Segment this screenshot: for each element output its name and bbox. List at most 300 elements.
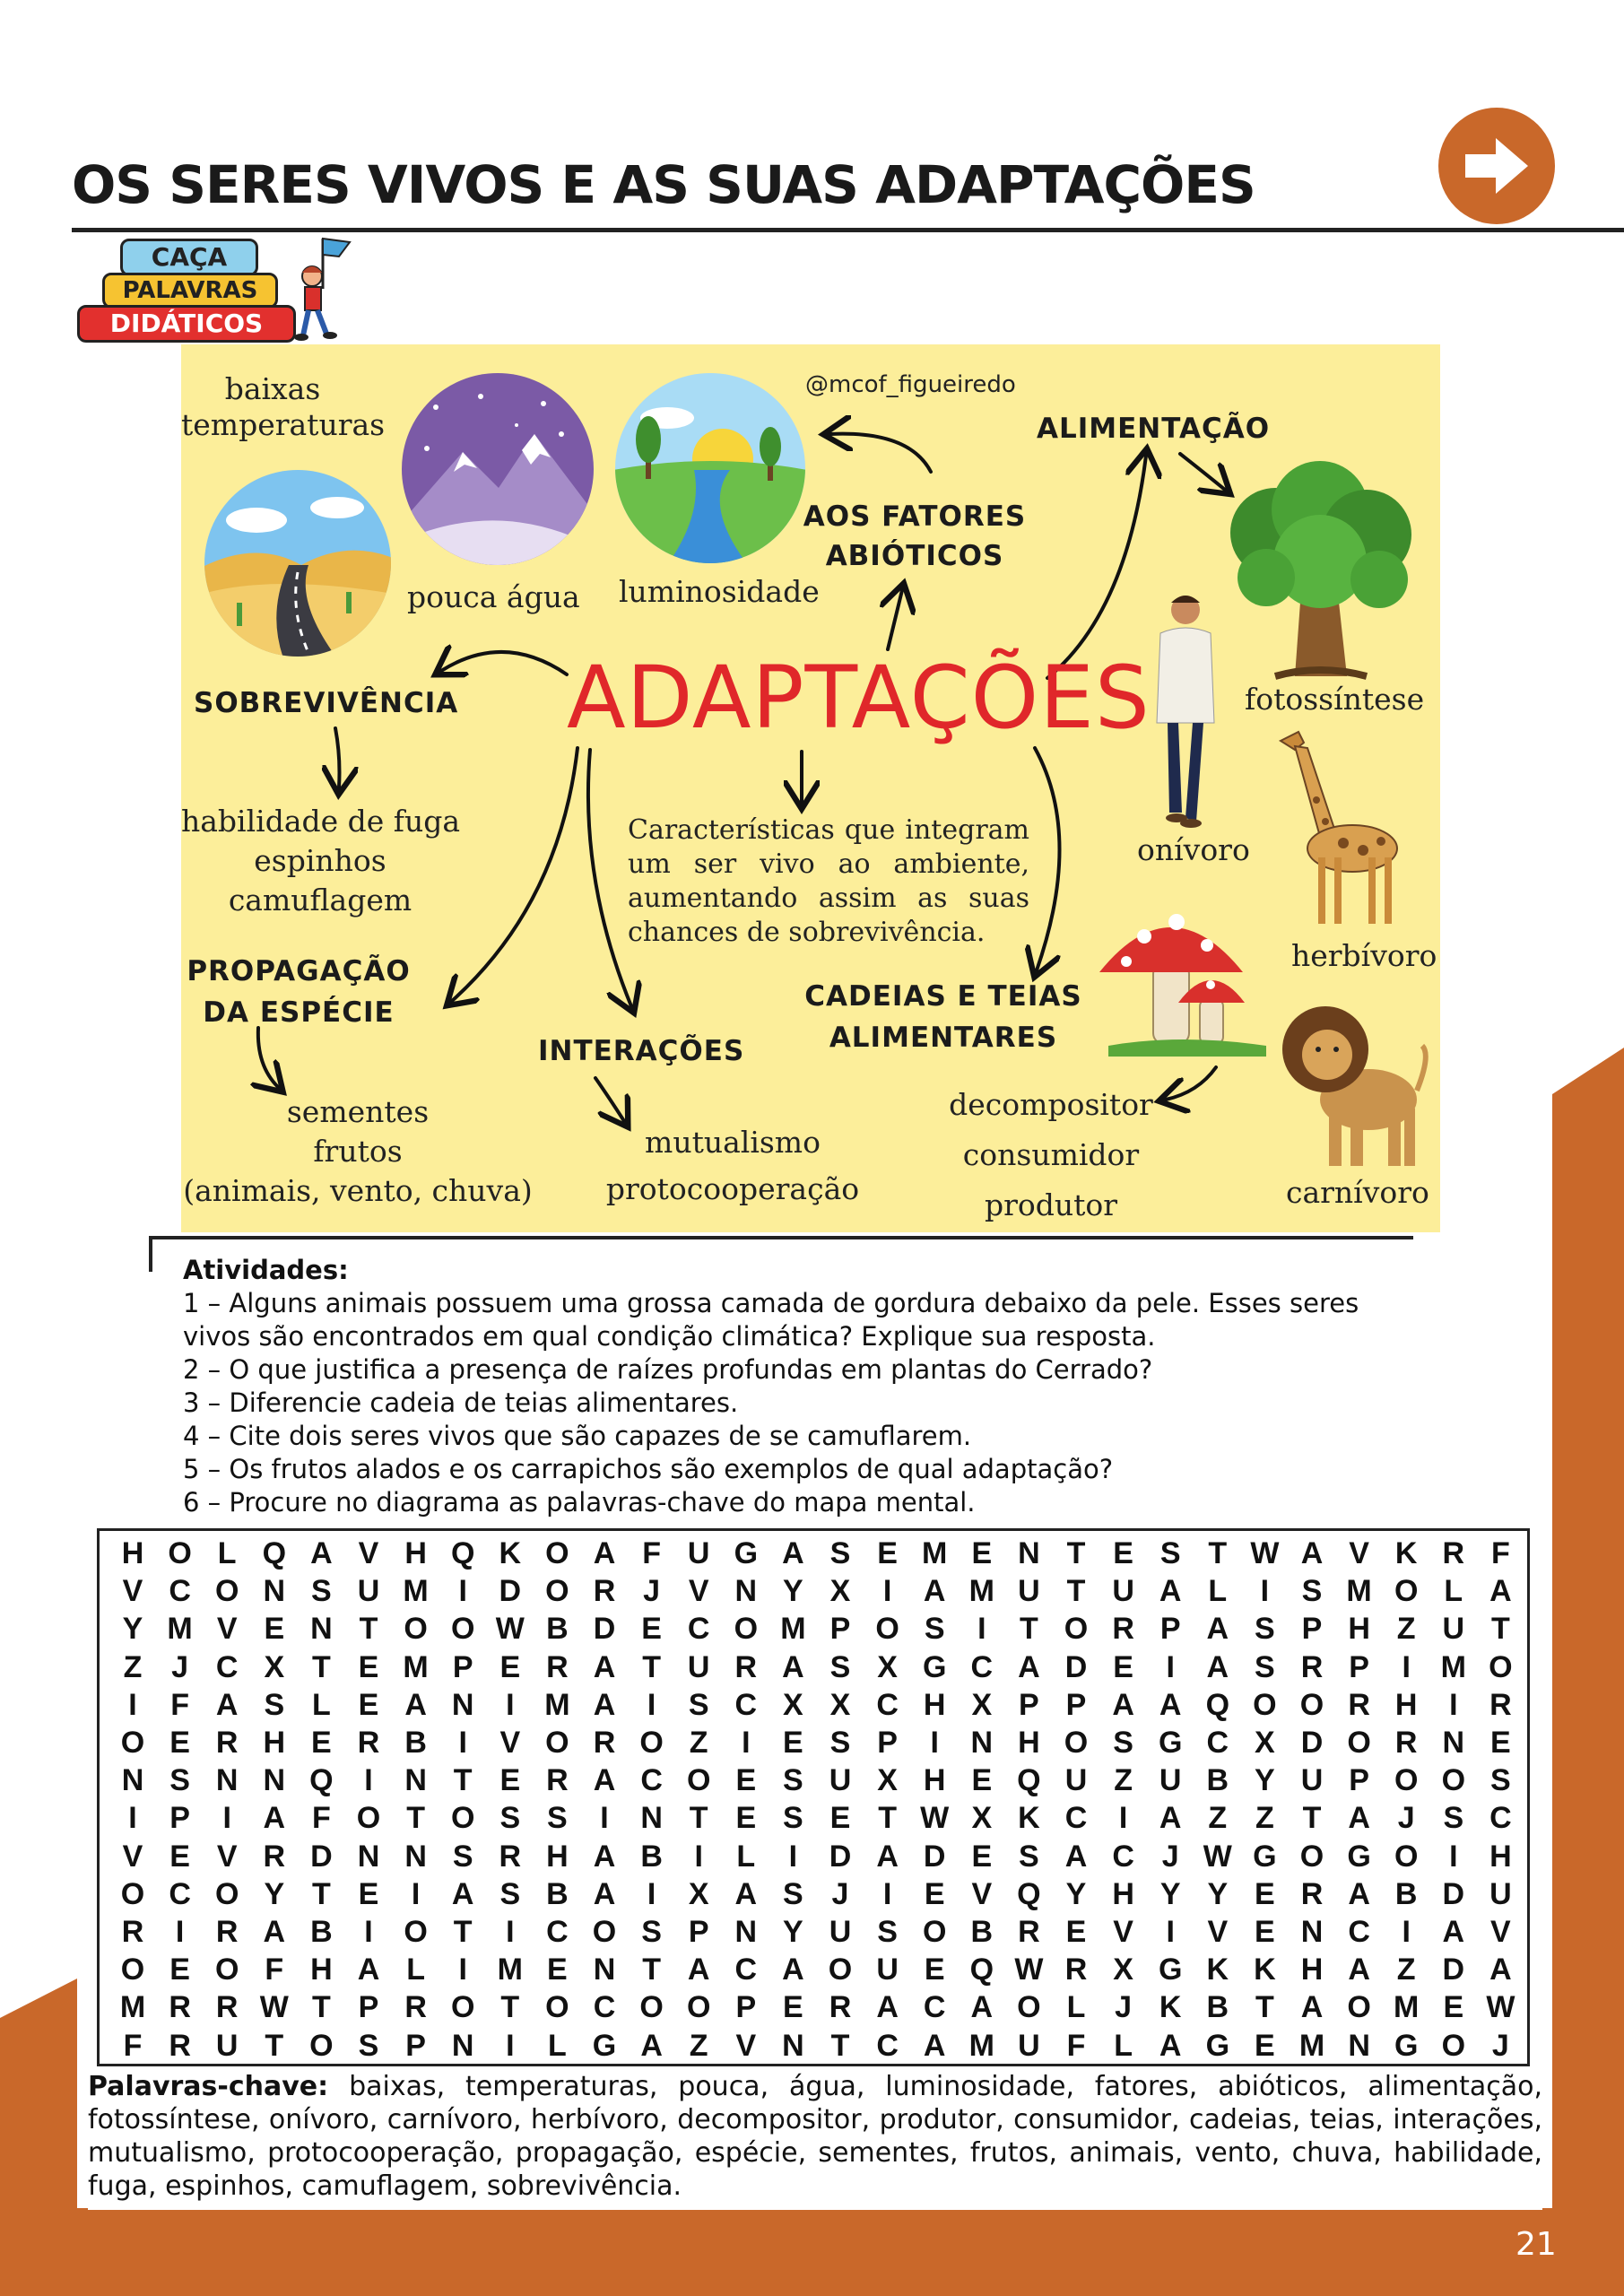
grid-cell[interactable]: O xyxy=(309,2028,334,2063)
grid-cell[interactable]: W xyxy=(1250,1536,1280,1570)
grid-cell[interactable]: I xyxy=(882,1876,892,1911)
grid-cell[interactable]: M xyxy=(1298,2028,1325,2063)
grid-cell[interactable]: T xyxy=(1255,1990,1274,2025)
grid-cell[interactable]: N xyxy=(734,1915,758,1949)
grid-cell[interactable]: O xyxy=(1064,1726,1089,1760)
grid-cell[interactable]: O xyxy=(1489,1649,1513,1684)
grid-cell[interactable]: O xyxy=(1441,1763,1466,1798)
grid-cell[interactable]: U xyxy=(357,1574,380,1609)
grid-cell[interactable]: R xyxy=(1300,1876,1324,1911)
grid-cell[interactable]: Y xyxy=(1207,1876,1229,1911)
grid-cell[interactable]: V xyxy=(216,1839,238,1874)
grid-cell[interactable]: B xyxy=(404,1726,427,1760)
grid-cell[interactable]: O xyxy=(734,1612,759,1647)
grid-cell[interactable]: O xyxy=(120,1952,145,1987)
grid-cell[interactable]: T xyxy=(878,1801,897,1836)
grid-cell[interactable]: O xyxy=(404,1612,428,1647)
grid-cell[interactable]: X xyxy=(1113,1952,1133,1987)
grid-cell[interactable]: H xyxy=(121,1536,144,1570)
grid-cell[interactable]: T xyxy=(312,1876,331,1911)
grid-cell[interactable]: I xyxy=(1118,1801,1128,1836)
grid-cell[interactable]: J xyxy=(1397,1801,1415,1836)
grid-cell[interactable]: I xyxy=(694,1839,703,1874)
grid-cell[interactable]: E xyxy=(924,1876,945,1911)
grid-cell[interactable]: C xyxy=(215,1649,239,1684)
grid-cell[interactable]: Z xyxy=(689,2028,708,2063)
grid-cell[interactable]: X xyxy=(829,1687,851,1722)
grid-cell[interactable]: O xyxy=(639,1990,664,2025)
grid-cell[interactable]: O xyxy=(545,1536,569,1570)
grid-cell[interactable]: U xyxy=(1442,1612,1465,1647)
grid-cell[interactable]: A xyxy=(1300,1990,1324,2025)
grid-cell[interactable]: O xyxy=(120,1726,145,1760)
grid-cell[interactable]: O xyxy=(450,1801,475,1836)
grid-cell[interactable]: A xyxy=(734,1876,758,1911)
grid-cell[interactable]: F xyxy=(1066,2028,1086,2063)
grid-cell[interactable]: C xyxy=(1348,1915,1370,1949)
grid-cell[interactable]: W xyxy=(920,1801,950,1836)
grid-cell[interactable]: K xyxy=(1206,1952,1229,1987)
grid-cell[interactable]: I xyxy=(647,1876,656,1911)
grid-cell[interactable]: S xyxy=(877,1915,898,1949)
grid-cell[interactable]: C xyxy=(734,1687,758,1722)
grid-cell[interactable]: H xyxy=(1394,1687,1418,1722)
grid-cell[interactable]: I xyxy=(458,1574,467,1609)
grid-cell[interactable]: S xyxy=(688,1687,709,1722)
grid-cell[interactable]: G xyxy=(1347,1839,1371,1874)
grid-cell[interactable]: T xyxy=(265,2028,284,2063)
grid-cell[interactable]: R xyxy=(593,1726,616,1760)
grid-cell[interactable]: H xyxy=(310,1952,333,1987)
grid-cell[interactable]: C xyxy=(923,1990,946,2025)
grid-cell[interactable]: H xyxy=(404,1536,427,1570)
grid-cell[interactable]: S xyxy=(1113,1726,1133,1760)
grid-cell[interactable]: A xyxy=(404,1687,427,1722)
grid-cell[interactable]: A xyxy=(782,1649,804,1684)
grid-cell[interactable]: T xyxy=(1020,1612,1038,1647)
grid-cell[interactable]: N xyxy=(215,1763,239,1798)
grid-cell[interactable]: E xyxy=(1113,1536,1133,1570)
grid-cell[interactable]: L xyxy=(548,2028,567,2063)
grid-cell[interactable]: A xyxy=(640,2028,663,2063)
grid-cell[interactable]: I xyxy=(1260,1574,1270,1609)
grid-cell[interactable]: S xyxy=(1301,1574,1323,1609)
grid-cell[interactable]: G xyxy=(1158,1726,1183,1760)
grid-cell[interactable]: U xyxy=(1489,1876,1512,1911)
grid-cell[interactable]: B xyxy=(546,1876,569,1911)
grid-cell[interactable]: P xyxy=(829,1612,851,1647)
grid-cell[interactable]: C xyxy=(1064,1801,1088,1836)
grid-cell[interactable]: N xyxy=(404,1839,427,1874)
grid-cell[interactable]: R xyxy=(546,1763,569,1798)
grid-cell[interactable]: G xyxy=(1205,2028,1230,2063)
grid-cell[interactable]: D xyxy=(1442,1876,1465,1911)
grid-cell[interactable]: A xyxy=(593,1649,616,1684)
grid-cell[interactable]: G xyxy=(592,2028,617,2063)
grid-cell[interactable]: H xyxy=(1348,1612,1370,1647)
grid-cell[interactable]: N xyxy=(451,2028,474,2063)
grid-cell[interactable]: O xyxy=(1394,1839,1419,1874)
grid-cell[interactable]: O xyxy=(875,1612,899,1647)
grid-cell[interactable]: E xyxy=(358,1876,379,1911)
grid-cell[interactable]: A xyxy=(1159,1801,1182,1836)
grid-cell[interactable]: M xyxy=(968,2028,994,2063)
grid-cell[interactable]: M xyxy=(1346,1574,1372,1609)
grid-cell[interactable]: O xyxy=(1394,1763,1419,1798)
grid-cell[interactable]: I xyxy=(458,1726,467,1760)
grid-cell[interactable]: L xyxy=(312,1687,331,1722)
grid-cell[interactable]: M xyxy=(1440,1649,1466,1684)
grid-cell[interactable]: W xyxy=(1014,1952,1044,1987)
grid-cell[interactable]: D xyxy=(1064,1649,1088,1684)
grid-cell[interactable]: O xyxy=(1394,1574,1419,1609)
grid-cell[interactable]: A xyxy=(1018,1649,1040,1684)
grid-cell[interactable]: A xyxy=(687,1952,710,1987)
grid-cell[interactable]: N xyxy=(263,1574,286,1609)
grid-cell[interactable]: M xyxy=(119,1990,146,2025)
grid-cell[interactable]: X xyxy=(829,1574,851,1609)
grid-cell[interactable]: N xyxy=(593,1952,616,1987)
grid-cell[interactable]: T xyxy=(406,1801,425,1836)
grid-cell[interactable]: C xyxy=(640,1763,663,1798)
grid-cell[interactable]: Y xyxy=(783,1915,803,1949)
grid-cell[interactable]: F xyxy=(312,1801,331,1836)
grid-cell[interactable]: H xyxy=(1300,1952,1324,1987)
grid-cell[interactable]: U xyxy=(215,2028,239,2063)
grid-cell[interactable]: V xyxy=(971,1876,993,1911)
grid-cell[interactable]: A xyxy=(593,1763,616,1798)
grid-cell[interactable]: Y xyxy=(264,1876,285,1911)
grid-cell[interactable]: T xyxy=(1208,1536,1228,1570)
grid-cell[interactable]: F xyxy=(265,1952,284,1987)
grid-cell[interactable]: R xyxy=(169,2028,191,2063)
grid-cell[interactable]: O xyxy=(450,1990,475,2025)
grid-cell[interactable]: A xyxy=(1489,1574,1512,1609)
grid-cell[interactable]: D xyxy=(829,1839,852,1874)
grid-cell[interactable]: R xyxy=(215,1915,239,1949)
grid-cell[interactable]: T xyxy=(1491,1612,1510,1647)
grid-cell[interactable]: F xyxy=(123,2028,143,2063)
grid-cell[interactable]: G xyxy=(734,1536,759,1570)
grid-cell[interactable]: X xyxy=(877,1649,898,1684)
grid-cell[interactable]: K xyxy=(1018,1801,1040,1836)
grid-cell[interactable]: E xyxy=(924,1952,945,1987)
grid-cell[interactable]: N xyxy=(357,1839,380,1874)
grid-cell[interactable]: H xyxy=(1112,1876,1134,1911)
grid-cell[interactable]: I xyxy=(411,1876,421,1911)
grid-cell[interactable]: N xyxy=(734,1574,758,1609)
grid-cell[interactable]: O xyxy=(1017,1990,1041,2025)
grid-cell[interactable]: E xyxy=(169,1839,190,1874)
grid-cell[interactable]: S xyxy=(264,1687,285,1722)
grid-cell[interactable]: B xyxy=(1394,1876,1418,1911)
grid-cell[interactable]: R xyxy=(1112,1612,1134,1647)
grid-cell[interactable]: R xyxy=(1489,1687,1512,1722)
grid-cell[interactable]: S xyxy=(358,2028,379,2063)
grid-cell[interactable]: V xyxy=(1207,1915,1229,1949)
grid-cell[interactable]: S xyxy=(311,1574,332,1609)
grid-cell[interactable]: R xyxy=(546,1649,569,1684)
grid-cell[interactable]: B xyxy=(1206,1763,1229,1798)
grid-cell[interactable]: E xyxy=(735,1801,757,1836)
grid-cell[interactable]: X xyxy=(688,1876,709,1911)
grid-cell[interactable]: Y xyxy=(122,1612,143,1647)
grid-cell[interactable]: S xyxy=(452,1839,473,1874)
grid-cell[interactable]: A xyxy=(1159,1687,1182,1722)
grid-cell[interactable]: O xyxy=(1064,1612,1089,1647)
grid-cell[interactable]: I xyxy=(364,1763,373,1798)
grid-cell[interactable]: T xyxy=(1066,1536,1086,1570)
grid-cell[interactable]: R xyxy=(1064,1952,1088,1987)
grid-cell[interactable]: T xyxy=(312,1990,331,2025)
grid-cell[interactable]: T xyxy=(453,1763,473,1798)
grid-cell[interactable]: V xyxy=(688,1574,709,1609)
grid-cell[interactable]: L xyxy=(1114,2028,1133,2063)
grid-cell[interactable]: E xyxy=(311,1726,332,1760)
grid-cell[interactable]: L xyxy=(736,1839,756,1874)
grid-cell[interactable]: N xyxy=(310,1612,333,1647)
grid-cell[interactable]: E xyxy=(971,1536,993,1570)
grid-cell[interactable]: E xyxy=(264,1612,285,1647)
grid-cell[interactable]: U xyxy=(1064,1763,1088,1798)
grid-cell[interactable]: V xyxy=(122,1574,143,1609)
grid-cell[interactable]: O xyxy=(450,1612,475,1647)
grid-cell[interactable]: M xyxy=(403,1574,429,1609)
grid-cell[interactable]: L xyxy=(406,1952,425,1987)
grid-cell[interactable]: U xyxy=(1300,1763,1324,1798)
grid-cell[interactable]: S xyxy=(641,1915,662,1949)
grid-cell[interactable]: A xyxy=(1206,1649,1229,1684)
grid-cell[interactable]: E xyxy=(783,1990,803,2025)
grid-cell[interactable]: O xyxy=(686,1763,711,1798)
grid-cell[interactable]: S xyxy=(547,1801,568,1836)
grid-cell[interactable]: J xyxy=(831,1876,849,1911)
grid-cell[interactable]: B xyxy=(970,1915,994,1949)
grid-cell[interactable]: Q xyxy=(1017,1876,1041,1911)
grid-cell[interactable]: E xyxy=(1065,1915,1087,1949)
grid-cell[interactable]: O xyxy=(545,1574,569,1609)
grid-cell[interactable]: A xyxy=(970,1990,994,2025)
grid-cell[interactable]: U xyxy=(687,1536,710,1570)
grid-cell[interactable]: T xyxy=(453,1915,473,1949)
grid-cell[interactable]: O xyxy=(922,1915,947,1949)
grid-cell[interactable]: J xyxy=(171,1649,189,1684)
grid-cell[interactable]: K xyxy=(1159,1990,1182,2025)
grid-cell[interactable]: W xyxy=(1203,1839,1232,1874)
grid-cell[interactable]: K xyxy=(1254,1952,1276,1987)
grid-cell[interactable]: B xyxy=(1206,1990,1229,2025)
grid-cell[interactable]: E xyxy=(877,1536,898,1570)
grid-cell[interactable]: C xyxy=(593,1990,616,2025)
grid-cell[interactable]: P xyxy=(169,1801,190,1836)
grid-cell[interactable]: R xyxy=(593,1574,616,1609)
grid-cell[interactable]: R xyxy=(121,1915,144,1949)
grid-cell[interactable]: I xyxy=(175,1915,185,1949)
grid-cell[interactable]: S xyxy=(169,1763,190,1798)
grid-cell[interactable]: C xyxy=(1112,1839,1134,1874)
grid-cell[interactable]: Z xyxy=(123,1649,143,1684)
grid-cell[interactable]: X xyxy=(971,1687,993,1722)
grid-cell[interactable]: R xyxy=(1442,1536,1465,1570)
grid-cell[interactable]: O xyxy=(592,1915,617,1949)
grid-cell[interactable]: S xyxy=(783,1763,803,1798)
grid-cell[interactable]: V xyxy=(735,2028,757,2063)
grid-cell[interactable]: A xyxy=(876,1839,899,1874)
grid-cell[interactable]: L xyxy=(1444,1574,1463,1609)
grid-cell[interactable]: R xyxy=(1394,1726,1418,1760)
grid-cell[interactable]: O xyxy=(1347,1990,1371,2025)
grid-cell[interactable]: R xyxy=(499,1839,522,1874)
grid-cell[interactable]: L xyxy=(217,1536,237,1570)
grid-cell[interactable]: S xyxy=(829,1726,851,1760)
grid-cell[interactable]: A xyxy=(1064,1839,1088,1874)
grid-cell[interactable]: I xyxy=(1166,1649,1175,1684)
grid-cell[interactable]: F xyxy=(642,1536,661,1570)
grid-cell[interactable]: C xyxy=(687,1612,710,1647)
grid-cell[interactable]: A xyxy=(1348,1801,1370,1836)
grid-cell[interactable]: S xyxy=(1019,1839,1039,1874)
grid-cell[interactable]: I xyxy=(742,1726,751,1760)
grid-cell[interactable]: Y xyxy=(1159,1876,1181,1911)
grid-cell[interactable]: A xyxy=(876,1990,899,2025)
grid-cell[interactable]: Q xyxy=(450,1536,475,1570)
grid-cell[interactable]: X xyxy=(783,1687,803,1722)
grid-cell[interactable]: E xyxy=(829,1801,851,1836)
grid-cell[interactable]: I xyxy=(1449,1687,1458,1722)
grid-cell[interactable]: R xyxy=(215,1726,239,1760)
grid-cell[interactable]: A xyxy=(593,1876,616,1911)
grid-cell[interactable]: A xyxy=(1348,1952,1370,1987)
grid-cell[interactable]: S xyxy=(499,1876,521,1911)
grid-cell[interactable]: S xyxy=(783,1876,803,1911)
grid-cell[interactable]: O xyxy=(545,1990,569,2025)
grid-cell[interactable]: B xyxy=(640,1839,663,1874)
grid-cell[interactable]: V xyxy=(1490,1915,1511,1949)
grid-cell[interactable]: V xyxy=(499,1726,521,1760)
grid-cell[interactable]: W xyxy=(259,1990,289,2025)
grid-cell[interactable]: S xyxy=(829,1536,851,1570)
grid-cell[interactable]: G xyxy=(1158,1952,1183,1987)
grid-cell[interactable]: A xyxy=(782,1952,804,1987)
grid-cell[interactable]: N xyxy=(970,1726,994,1760)
grid-cell[interactable]: U xyxy=(1018,1574,1040,1609)
grid-cell[interactable]: Y xyxy=(1065,1876,1087,1911)
grid-cell[interactable]: D xyxy=(1300,1726,1324,1760)
grid-cell[interactable]: R xyxy=(1018,1915,1040,1949)
grid-cell[interactable]: Y xyxy=(1255,1763,1275,1798)
grid-cell[interactable]: I xyxy=(647,1687,656,1722)
grid-cell[interactable]: O xyxy=(828,1952,853,1987)
grid-cell[interactable]: H xyxy=(546,1839,569,1874)
grid-cell[interactable]: J xyxy=(1161,1839,1179,1874)
grid-cell[interactable]: O xyxy=(214,1952,239,1987)
grid-cell[interactable]: X xyxy=(264,1649,285,1684)
grid-cell[interactable]: M xyxy=(403,1649,429,1684)
grid-cell[interactable]: U xyxy=(1159,1763,1182,1798)
grid-cell[interactable]: T xyxy=(689,1801,708,1836)
grid-cell[interactable]: A xyxy=(1489,1952,1512,1987)
grid-cell[interactable]: N xyxy=(451,1687,474,1722)
grid-cell[interactable]: Y xyxy=(783,1574,803,1609)
grid-cell[interactable]: I xyxy=(128,1687,137,1722)
grid-cell[interactable]: V xyxy=(122,1839,143,1874)
grid-cell[interactable]: E xyxy=(169,1726,190,1760)
grid-cell[interactable]: F xyxy=(170,1687,189,1722)
grid-cell[interactable]: N xyxy=(1442,1726,1465,1760)
grid-cell[interactable]: A xyxy=(357,1952,380,1987)
grid-cell[interactable]: M xyxy=(497,1952,523,1987)
grid-cell[interactable]: A xyxy=(310,1536,333,1570)
grid-cell[interactable]: A xyxy=(923,2028,946,2063)
grid-cell[interactable]: E xyxy=(358,1687,379,1722)
grid-cell[interactable]: Z xyxy=(1114,1763,1133,1798)
grid-cell[interactable]: A xyxy=(1348,1876,1370,1911)
grid-cell[interactable]: U xyxy=(1112,1574,1134,1609)
grid-cell[interactable]: Q xyxy=(969,1952,994,1987)
grid-cell[interactable]: E xyxy=(641,1612,662,1647)
grid-cell[interactable]: V xyxy=(1349,1536,1369,1570)
grid-cell[interactable]: I xyxy=(458,1952,467,1987)
grid-cell[interactable]: R xyxy=(357,1726,380,1760)
grid-cell[interactable]: A xyxy=(782,1536,804,1570)
grid-cell[interactable]: S xyxy=(783,1801,803,1836)
grid-cell[interactable]: H xyxy=(923,1763,946,1798)
grid-cell[interactable]: N xyxy=(121,1763,144,1798)
grid-cell[interactable]: G xyxy=(1253,1839,1277,1874)
grid-cell[interactable]: T xyxy=(830,2028,850,2063)
grid-cell[interactable]: I xyxy=(788,1839,798,1874)
grid-cell[interactable]: H xyxy=(1018,1726,1040,1760)
grid-cell[interactable]: E xyxy=(1113,1649,1133,1684)
grid-cell[interactable]: U xyxy=(1018,2028,1040,2063)
grid-cell[interactable]: J xyxy=(643,1574,661,1609)
grid-cell[interactable]: S xyxy=(1255,1649,1275,1684)
grid-cell[interactable]: P xyxy=(1349,1649,1369,1684)
grid-cell[interactable]: L xyxy=(1066,1990,1086,2025)
grid-cell[interactable]: U xyxy=(829,1763,852,1798)
grid-cell[interactable]: Q xyxy=(1017,1763,1041,1798)
grid-cell[interactable]: C xyxy=(970,1649,994,1684)
grid-cell[interactable]: Z xyxy=(1396,1612,1416,1647)
grid-cell[interactable]: E xyxy=(547,1952,568,1987)
grid-cell[interactable]: N xyxy=(1018,1536,1040,1570)
grid-cell[interactable]: P xyxy=(1301,1612,1323,1647)
grid-cell[interactable]: V xyxy=(1113,1915,1133,1949)
grid-cell[interactable]: P xyxy=(358,1990,379,2025)
grid-cell[interactable]: A xyxy=(1206,1612,1229,1647)
grid-cell[interactable]: S xyxy=(924,1612,945,1647)
grid-cell[interactable]: A xyxy=(215,1687,239,1722)
grid-cell[interactable]: Z xyxy=(1255,1801,1274,1836)
grid-cell[interactable]: I xyxy=(128,1801,137,1836)
grid-cell[interactable]: N xyxy=(1300,1915,1324,1949)
grid-cell[interactable]: H xyxy=(923,1687,946,1722)
grid-cell[interactable]: A xyxy=(263,1801,286,1836)
grid-cell[interactable]: P xyxy=(735,1990,757,2025)
grid-cell[interactable]: E xyxy=(971,1839,993,1874)
grid-cell[interactable]: O xyxy=(1299,1687,1324,1722)
grid-cell[interactable]: P xyxy=(452,1649,473,1684)
grid-cell[interactable]: J xyxy=(1115,1990,1133,2025)
grid-cell[interactable]: P xyxy=(877,1726,898,1760)
grid-cell[interactable]: P xyxy=(1349,1763,1369,1798)
grid-cell[interactable]: O xyxy=(639,1726,664,1760)
grid-cell[interactable]: O xyxy=(1441,2028,1466,2063)
grid-cell[interactable]: A xyxy=(1300,1536,1324,1570)
grid-cell[interactable]: E xyxy=(499,1763,521,1798)
grid-cell[interactable]: M xyxy=(780,1612,806,1647)
grid-cell[interactable]: U xyxy=(876,1952,899,1987)
